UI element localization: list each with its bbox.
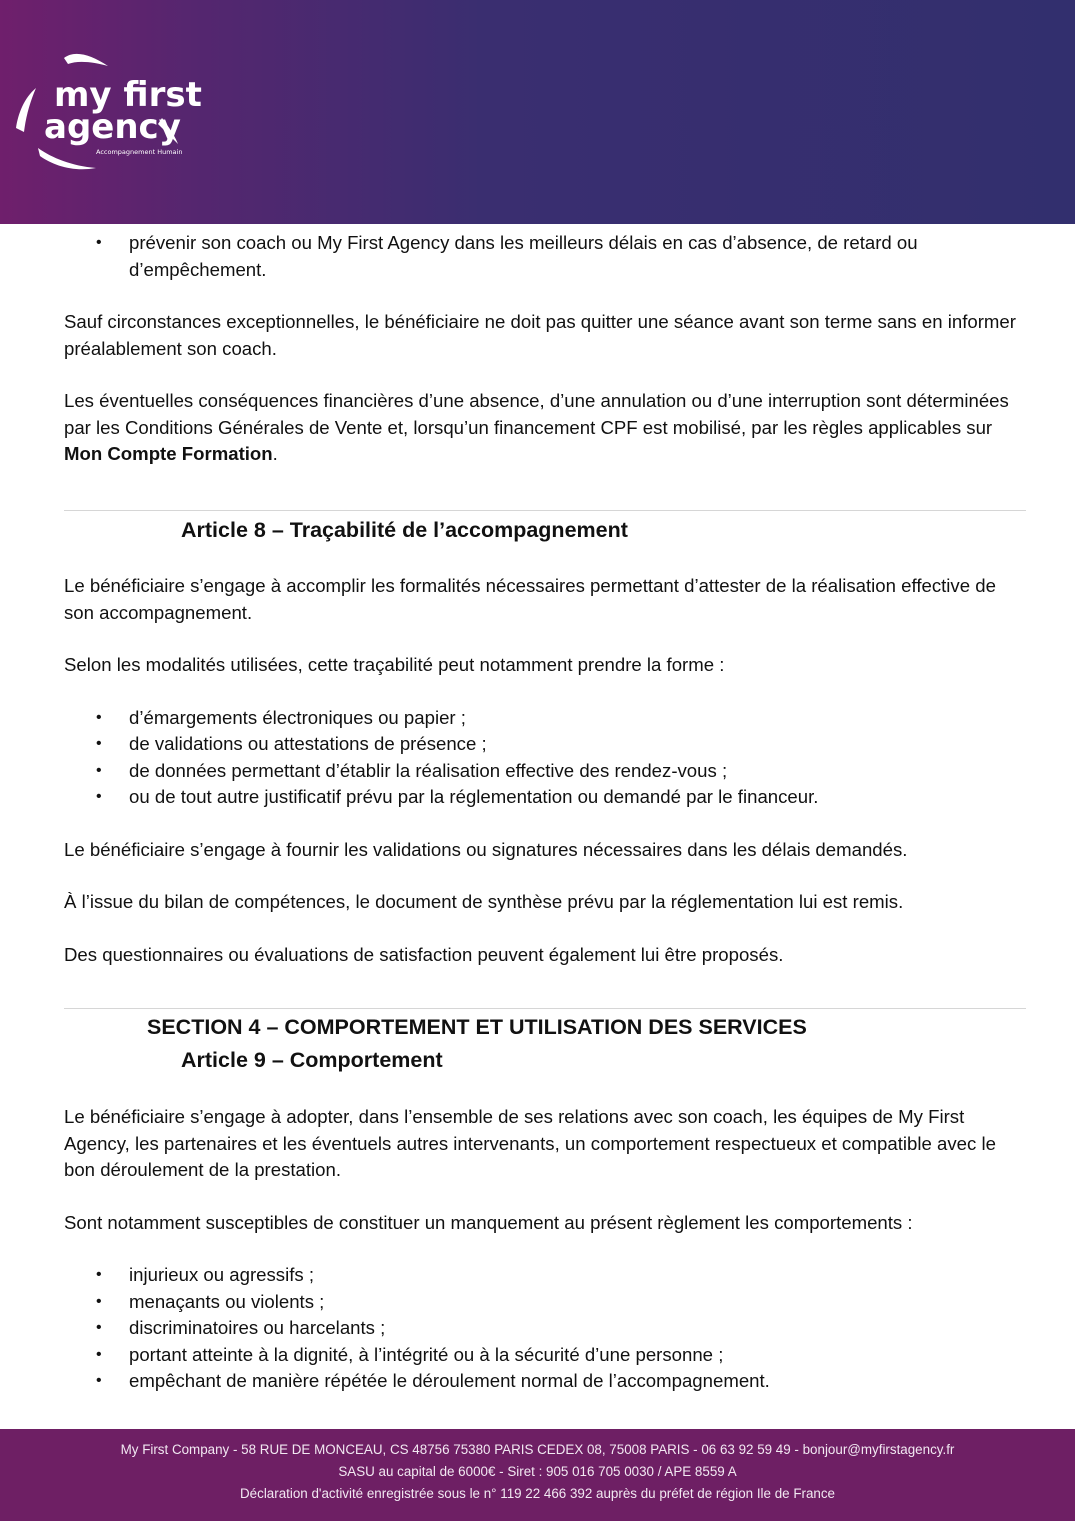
bold-text-mon-compte-formation: Mon Compte Formation <box>64 443 273 464</box>
footer-capital-line: SASU au capital de 6000€ - Siret : 905 016 705 0030 / APE 8559 A <box>338 1464 737 1479</box>
list-item: • menaçants ou violents ; <box>64 1289 1026 1316</box>
list-item: • discriminatoires ou harcelants ; <box>64 1315 1026 1342</box>
logo-text-line1: my first <box>54 75 202 115</box>
page-header <box>0 0 1075 224</box>
list-item: • d’émargements électroniques ou papier ; <box>64 705 1026 732</box>
list-item: • ou de tout autre justificatif prévu par la réglementation ou demandé par le financeur. <box>64 784 1026 811</box>
paragraph: Le bénéficiaire s’engage à fournir les validations ou signatures nécessaires dans les délais demandés. <box>64 838 908 860</box>
footer-declaration-line: Déclaration d'activité enregistrée sous le n° 119 22 466 392 auprès du préfet de région Ile de France <box>240 1486 835 1501</box>
agency-logo <box>12 44 212 184</box>
article9-body <box>64 1104 1026 1395</box>
logo-text-line2: agency <box>44 107 181 147</box>
article8-body <box>64 573 1026 968</box>
intro-bullet-list <box>64 230 1026 283</box>
divider <box>64 1008 1026 1009</box>
divider <box>64 510 1026 511</box>
paragraph: Sauf circonstances exceptionnelles, le bénéficiaire ne doit pas quitter une séance avant son terme sans en informer préalablement son coach. <box>64 311 1016 359</box>
paragraph: Le bénéficiaire s’engage à adopter, dans l’ensemble de ses relations avec son coach, les équipes de My First Agency, les partenaires et les éventuels autres intervenants, un comportement respectueux et compatible avec le bon déroulement de la prestation. <box>64 1106 996 1180</box>
paragraph: Selon les modalités utilisées, cette traçabilité peut notamment prendre la forme : <box>64 654 725 675</box>
article8-bullet-list <box>64 705 1026 811</box>
logo-tagline: Accompagnement Humain <box>96 148 183 156</box>
intro-block <box>64 230 1026 468</box>
paragraph: À l’issue du bilan de compétences, le document de synthèse prévu par la réglementation lui est remis. <box>64 891 904 912</box>
list-item: • prévenir son coach ou My First Agency dans les meilleurs délais en cas d’absence, de retard ou d’empêchement. <box>64 230 1026 283</box>
list-item: • portant atteinte à la dignité, à l’intégrité ou à la sécurité d’une personne ; <box>64 1342 1026 1369</box>
paragraph: Des questionnaires ou évaluations de satisfaction peuvent également lui être proposés. <box>64 943 784 965</box>
section4-heading: SECTION 4 – COMPORTEMENT ET UTILISATION DES SERVICES <box>147 1015 807 1039</box>
paragraph <box>64 388 1026 468</box>
text-span: . <box>272 443 278 464</box>
article9-bullet-list <box>64 1262 1026 1395</box>
footer-address-line: My First Company - 58 RUE DE MONCEAU, CS 48756 75380 PARIS CEDEX 08, 75008 PARIS - 06 63 92 59 49 - bonjour@myfirstagency.fr <box>120 1442 955 1457</box>
list-item: • empêchant de manière répétée le déroulement normal de l’accompagnement. <box>64 1368 1026 1395</box>
page-footer <box>0 1429 1075 1521</box>
list-item: • de validations ou attestations de présence ; <box>64 731 1026 758</box>
text-span: Les éventuelles conséquences financières d’une absence, d’une annulation ou d’une interruption sont déterminées par les Conditions Générales de Vente et, lorsqu’un financement CPF est mobilisé, par les règles applicables sur <box>64 390 1009 438</box>
article9-heading: Article 9 – Comportement <box>181 1048 443 1072</box>
list-item: • injurieux ou agressifs ; <box>64 1262 1026 1289</box>
paragraph: Le bénéficiaire s’engage à accomplir les formalités nécessaires permettant d’attester de la réalisation effective de son accompagnement. <box>64 575 996 623</box>
paragraph: Sont notamment susceptibles de constituer un manquement au présent règlement les comportements : <box>64 1211 913 1233</box>
article8-heading: Article 8 – Traçabilité de l’accompagnement <box>181 518 628 542</box>
list-item: • de données permettant d’établir la réalisation effective des rendez-vous ; <box>64 758 1026 785</box>
